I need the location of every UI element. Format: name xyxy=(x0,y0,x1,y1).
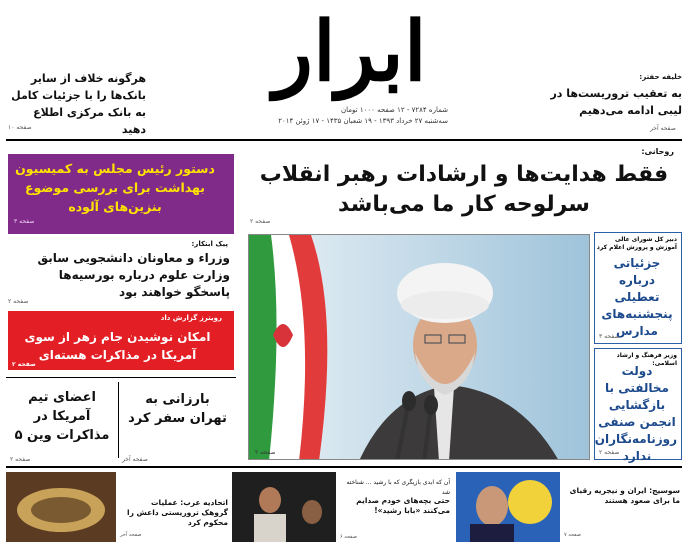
bottom-divider xyxy=(6,466,682,468)
journalists-headline: دولت مخالفتی با بازگشایی انجمن صنفی روزنامه‌نگاران ندارد xyxy=(594,364,677,463)
top-right-headline[interactable]: به تعقیب تروریست‌ها در لیبی ادامه می‌دهیم xyxy=(550,87,682,117)
main-kicker: روحانی: xyxy=(641,147,674,156)
photo-page-ref: صفحه ۲ xyxy=(255,449,276,456)
football-photo xyxy=(456,472,560,542)
actor-photo xyxy=(232,472,336,542)
arab-league-headline: اتحادیه عرب: عملیات گروهک تروریستی داعش را محکوم کرد xyxy=(127,498,228,527)
football-headline: سوسیج: ایران و نیجریه رقبای ما برای صعود هستند xyxy=(569,486,680,505)
us-team-page-ref: صفحه ۲ xyxy=(10,456,31,463)
red-kicker: رویترز گزارش داد xyxy=(160,314,222,322)
school-holiday-box[interactable] xyxy=(594,232,682,344)
bottom-item-arab-league[interactable] xyxy=(6,472,228,542)
masthead-divider xyxy=(6,139,682,141)
issue-line: شماره ۷۲۸۴ - ۱۲ صفحه ۱۰۰۰ تومان xyxy=(341,106,448,114)
red-headline: امکان نوشیدن جام زهر از سوی آمریکا در مذاکرات هسته‌ای xyxy=(24,330,211,362)
actor-headline: حتی بچه‌های خودم صدایم می‌کنند «بابا رشید»! xyxy=(356,496,450,515)
barzani-headline: بارزانی به تهران سفر کرد xyxy=(128,392,227,426)
main-page-ref: صفحه ۲ xyxy=(250,218,271,225)
masthead-title: ابرار xyxy=(273,4,427,100)
us-team-box[interactable] xyxy=(6,382,118,458)
bottom-item-actor[interactable] xyxy=(232,472,452,542)
actor-kicker: آن که ابدی بازیگری که با رشید ... شناخته شد xyxy=(346,479,450,496)
arab-league-photo xyxy=(6,472,116,542)
arab-league-page-ref: صفحه آخر xyxy=(120,532,142,538)
top-right-page-ref: صفحه آخر xyxy=(650,125,676,132)
section-divider xyxy=(6,377,236,378)
barzani-box[interactable] xyxy=(118,382,236,458)
red-headline-box[interactable] xyxy=(8,311,234,370)
school-holiday-headline: جزئیاتی درباره تعطیلی پنجشنبه‌های مدارس xyxy=(601,256,673,338)
conference-illustration xyxy=(6,472,116,542)
actor-page-ref: صفحه ۶ xyxy=(340,534,357,540)
rouhani-photo-illustration xyxy=(249,235,590,460)
date-line: سه‌شنبه ۲۷ خرداد ۱۳۹۳ - ۱۹ شعبان ۱۴۳۵ - ۱۷ ژوئن ۲۰۱۴ xyxy=(278,117,448,125)
journalists-box[interactable] xyxy=(594,348,682,463)
actor-illustration xyxy=(232,472,336,542)
main-photo[interactable] xyxy=(248,234,590,460)
football-page-ref: صفحه ۷ xyxy=(564,532,581,538)
coach-illustration xyxy=(456,472,560,542)
story2-headline[interactable]: وزراء و معاونان دانشجویی سابق وزارت علوم درباره بورسیه‌ها پاسخگو خواهند بود xyxy=(37,251,230,299)
purple-page-ref: صفحه ۳ xyxy=(14,218,35,225)
story2-kicker: پیک ابتکار: xyxy=(191,240,228,248)
top-right-kicker: خلیفه حفتر: xyxy=(639,73,682,81)
story2-page-ref: صفحه ۲ xyxy=(8,298,29,305)
school-holiday-kicker: دبیر کل شورای عالی آموزش و پرورش اعلام کرد xyxy=(596,236,677,251)
bottom-item-football[interactable] xyxy=(456,472,682,542)
school-holiday-page-ref: صفحه ۳ xyxy=(599,333,620,340)
barzani-page-ref: صفحه آخر xyxy=(122,456,148,463)
main-headline[interactable]: فقط هدایت‌ها و ارشادات رهبر انقلاب سرلوحه کار ما می‌باشد xyxy=(259,162,669,217)
purple-headline-box[interactable] xyxy=(8,154,234,234)
journalists-page-ref: صفحه ۲ xyxy=(599,449,620,456)
top-left-page-ref: صفحه ۱۰ xyxy=(8,124,32,131)
journalists-kicker: وزیر فرهنگ و ارشاد اسلامی: xyxy=(616,352,677,367)
us-team-headline: اعضای تیم آمریکا در مذاکرات وین ۵ xyxy=(14,390,110,443)
red-page-ref: صفحه ۲ xyxy=(12,361,36,368)
purple-headline: دستور رئیس مجلس به کمیسیون بهداشت برای بررسی موضوع بنزین‌های آلوده xyxy=(15,161,215,214)
top-left-headline[interactable]: هرگونه خلاف از سایر بانک‌ها را با جزئیات کامل به بانک مرکزی اطلاع دهید xyxy=(11,72,146,136)
